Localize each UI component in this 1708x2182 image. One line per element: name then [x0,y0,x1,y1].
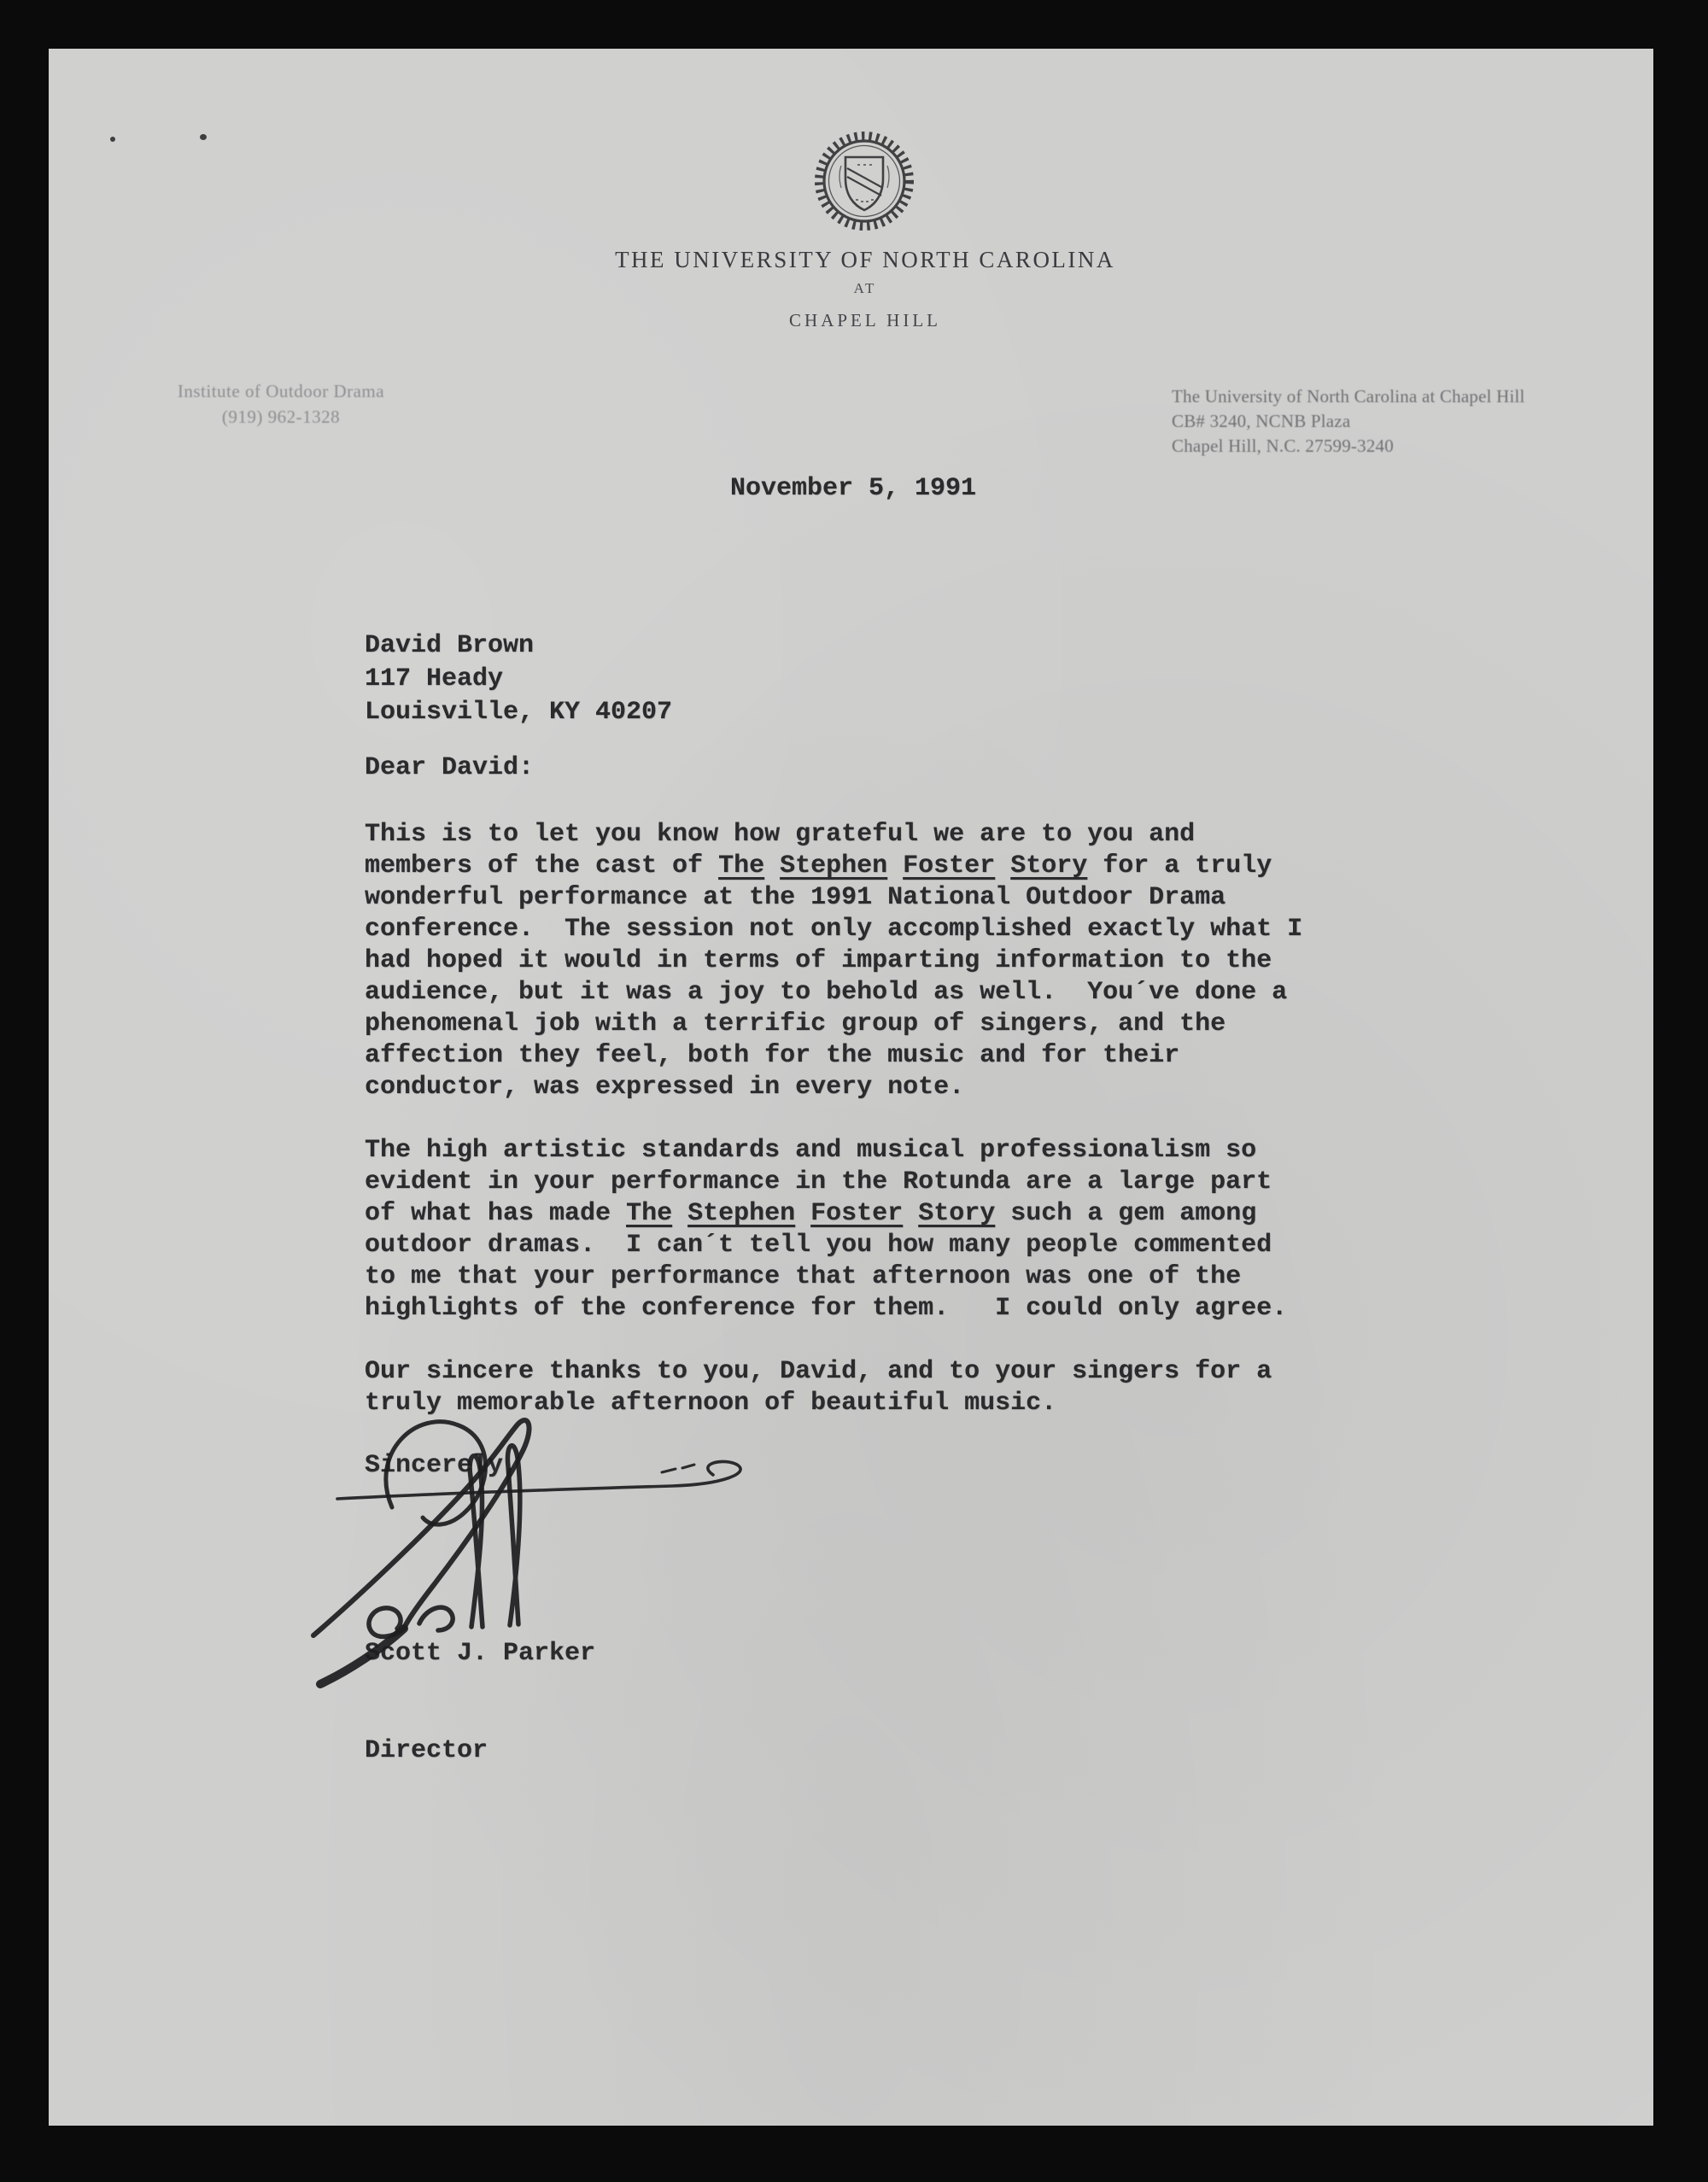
text-segment: evident in your performance in the Rotunda are a large part [365,1167,1272,1196]
underlined-title-word: Story [1010,851,1088,880]
office-name: Institute of Outdoor Drama [177,381,385,401]
paragraph [365,819,1302,1103]
salutation: Dear David: [365,753,535,782]
letter-line [365,882,1302,914]
letter-line [365,977,1302,1009]
letterhead-address-block [1172,384,1650,459]
letter-line [365,1198,1302,1230]
underlined-title-word: Foster [903,851,996,880]
signature-handwriting [296,1415,826,1697]
address-line: The University of North Carolina at Chapel Hill [1172,386,1525,407]
letter-line [365,1356,1302,1388]
letter-line [365,1230,1302,1261]
text-segment: truly memorable afternoon of beautiful music. [365,1389,1057,1418]
underlined-title-word: Stephen [780,851,888,880]
underlined-title-word: The [718,851,765,880]
text-segment: for a truly [1087,851,1272,880]
signer-name: Scott J. Parker [365,1639,596,1668]
text-segment: Our sincere thanks to you, David, and to your singers for a [365,1357,1272,1386]
recipient-line: David Brown [365,631,535,660]
letter-line [365,1261,1302,1293]
text-segment: This is to let you know how grateful we are to you and [365,820,1196,849]
office-phone: (919) 962-1328 [221,407,341,427]
text-segment: had hoped it would in terms of imparting information to the [365,946,1272,975]
recipient-address-block [365,629,672,729]
letter-line [365,914,1302,945]
paragraph [365,1135,1302,1325]
recipient-line: 117 Heady [365,664,504,693]
text-segment: conductor, was expressed in every note. [365,1073,965,1102]
underlined-title-word: The [626,1199,673,1228]
text-segment: to me that your performance that afternoon was one of the [365,1262,1242,1291]
letter-line [365,1009,1302,1040]
unc-seal-icon [813,130,915,232]
underlined-title-word: Foster [810,1199,904,1228]
letter-line [365,1293,1302,1325]
letter-line [365,1135,1302,1167]
letter-line [365,1072,1302,1103]
letter-line [365,819,1302,851]
letter-paragraphs [365,819,1302,1419]
text-segment: such a gem among [995,1199,1257,1228]
letter-line [365,1167,1302,1198]
text-segment: phenomenal job with a terrific group of singers, and the [365,1009,1226,1038]
text-segment: wonderful performance at the 1991 National Outdoor Drama [365,883,1226,912]
paragraph [365,1356,1302,1419]
letter-line [365,1040,1302,1072]
letterhead-campus: CHAPEL HILL [789,310,941,331]
recipient-line: Louisville, KY 40207 [365,698,673,727]
letterhead-title: THE UNIVERSITY OF NORTH CAROLINA [615,247,1115,272]
letter-date: November 5, 1991 [730,474,977,503]
signer-title: Director [365,1736,488,1765]
letter-page [49,49,1653,2126]
text-segment: affection they feel, both for the music and for their [365,1041,1180,1070]
text-segment: members of the cast of [365,851,719,880]
closing: Sincerely, [365,1451,519,1480]
letter-line [365,945,1302,977]
text-segment: The high artistic standards and musical professionalism so [365,1136,1257,1165]
dust-speck [200,134,207,140]
underlined-title-word: Stephen [687,1199,796,1228]
text-segment: of what has made [365,1199,627,1228]
underlined-title-word: Story [918,1199,996,1228]
text-segment: conference. The session not only accomplished exactly what I [365,915,1303,944]
text-segment: outdoor dramas. I can´t tell you how many people commented [365,1231,1272,1260]
letter-line [365,851,1302,882]
text-segment: audience, but it was a joy to behold as well. You´ve done a [365,978,1288,1007]
dust-speck [110,137,115,142]
address-line: Chapel Hill, N.C. 27599-3240 [1172,436,1394,456]
address-line: CB# 3240, NCNB Plaza [1172,411,1351,431]
text-segment: highlights of the conference for them. I could only agree. [365,1294,1288,1323]
letterhead-office-block [161,378,401,430]
letterhead-at: AT [853,280,877,296]
